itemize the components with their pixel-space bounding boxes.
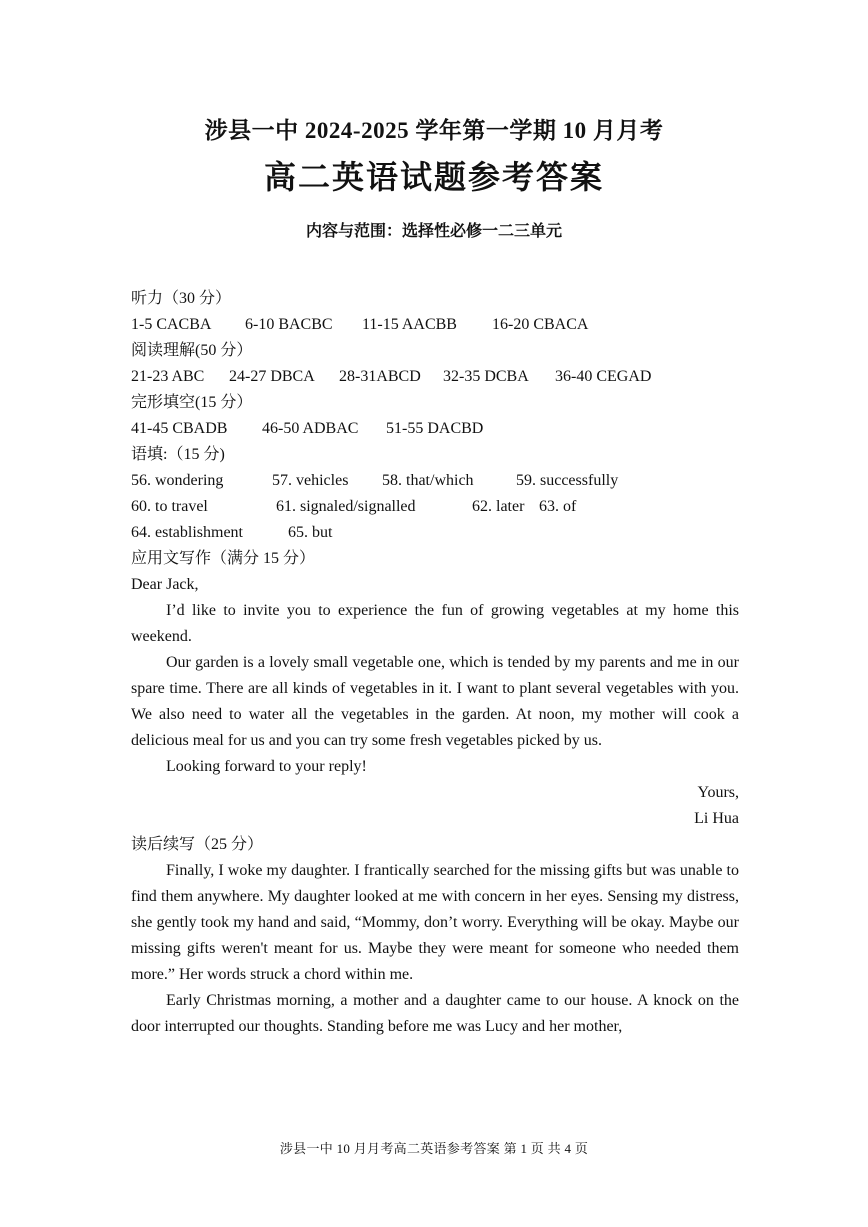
grammar-heading: 语填:（15 分) — [131, 446, 225, 463]
continuation-paragraph: Early Christmas morning, a mother and a daughter came to our house. A knock on the door interrupted our thoughts. Standing before me was Lucy and her mother, — [131, 992, 739, 1035]
answer-item: 63. of — [539, 498, 577, 515]
answer-item: 64. establishment — [131, 524, 243, 541]
grammar-answers-row — [131, 494, 739, 520]
answer-body — [131, 286, 739, 1040]
grammar-answers-row — [131, 520, 739, 546]
answer-group: 16-20 CBACA — [492, 316, 589, 333]
answer-item: 57. vehicles — [272, 472, 349, 489]
answer-item: 56. wondering — [131, 472, 224, 489]
answer-group: 24-27 DBCA — [229, 368, 315, 385]
exam-title: 涉县一中 2024-2025 学年第一学期 10 月月考 — [204, 118, 664, 143]
answer-item: 61. signaled/signalled — [276, 498, 416, 515]
cloze-answers — [131, 416, 739, 442]
letter-signature: Li Hua — [694, 810, 739, 827]
listening-answers — [131, 312, 739, 338]
answer-group: 51-55 DACBD — [386, 420, 484, 437]
content-scope: 内容与范围：选择性必修一二三单元 — [305, 223, 562, 240]
answer-group: 6-10 BACBC — [245, 316, 333, 333]
answer-item: 60. to travel — [131, 498, 208, 515]
letter-closing: Yours, — [697, 784, 739, 801]
answer-item: 65. but — [288, 524, 333, 541]
answer-item: 58. that/which — [382, 472, 474, 489]
document-title: 高二英语试题参考答案 — [263, 159, 604, 195]
listening-heading: 听力（30 分） — [131, 290, 232, 307]
cloze-heading: 完形填空(15 分） — [131, 394, 253, 411]
letter-salutation: Dear Jack, — [131, 576, 199, 593]
answer-group: 1-5 CACBA — [131, 316, 212, 333]
reading-answers — [131, 364, 739, 390]
writing-heading: 应用文写作（满分 15 分） — [131, 550, 316, 567]
answer-group: 46-50 ADBAC — [262, 420, 359, 437]
answer-group: 41-45 CBADB — [131, 420, 228, 437]
grammar-answers-row — [131, 468, 739, 494]
answer-group: 11-15 AACBB — [362, 316, 457, 333]
continuation-heading: 读后续写（25 分） — [131, 836, 264, 853]
answer-item: 62. later — [472, 498, 525, 515]
answer-group: 28-31ABCD — [339, 368, 421, 385]
page-footer: 涉县一中 10 月月考高二英语参考答案 第 1 页 共 4 页 — [279, 1141, 589, 1156]
answer-item: 59. successfully — [516, 472, 619, 489]
letter-paragraph: I’d like to invite you to experience the fun of growing vegetables at my home this weekend. — [131, 602, 739, 645]
reading-heading: 阅读理解(50 分） — [131, 342, 253, 359]
answer-group: 21-23 ABC — [131, 368, 205, 385]
answer-group: 36-40 CEGAD — [555, 368, 652, 385]
letter-paragraph: Our garden is a lovely small vegetable one, which is tended by my parents and me in our spare time. There are all kinds of vegetables in it. I want to plant several vegetables with you. We also need to water all the vegetables in the garden. At noon, my mother will cook a delicious meal for us and you can try some fresh vegetables picked by us. — [131, 654, 739, 749]
letter-paragraph: Looking forward to your reply! — [166, 758, 367, 775]
answer-group: 32-35 DCBA — [443, 368, 529, 385]
continuation-paragraph: Finally, I woke my daughter. I frantically searched for the missing gifts but was unable to find them anywhere. My daughter looked at me with concern in her eyes. Sensing my distress, she gently took my hand and said, “Mommy, don’t worry. Everything will be okay. Maybe our missing gifts weren't meant for us. Maybe they were meant for someone who needed them more.” Her words struck a chord within me. — [131, 862, 739, 983]
